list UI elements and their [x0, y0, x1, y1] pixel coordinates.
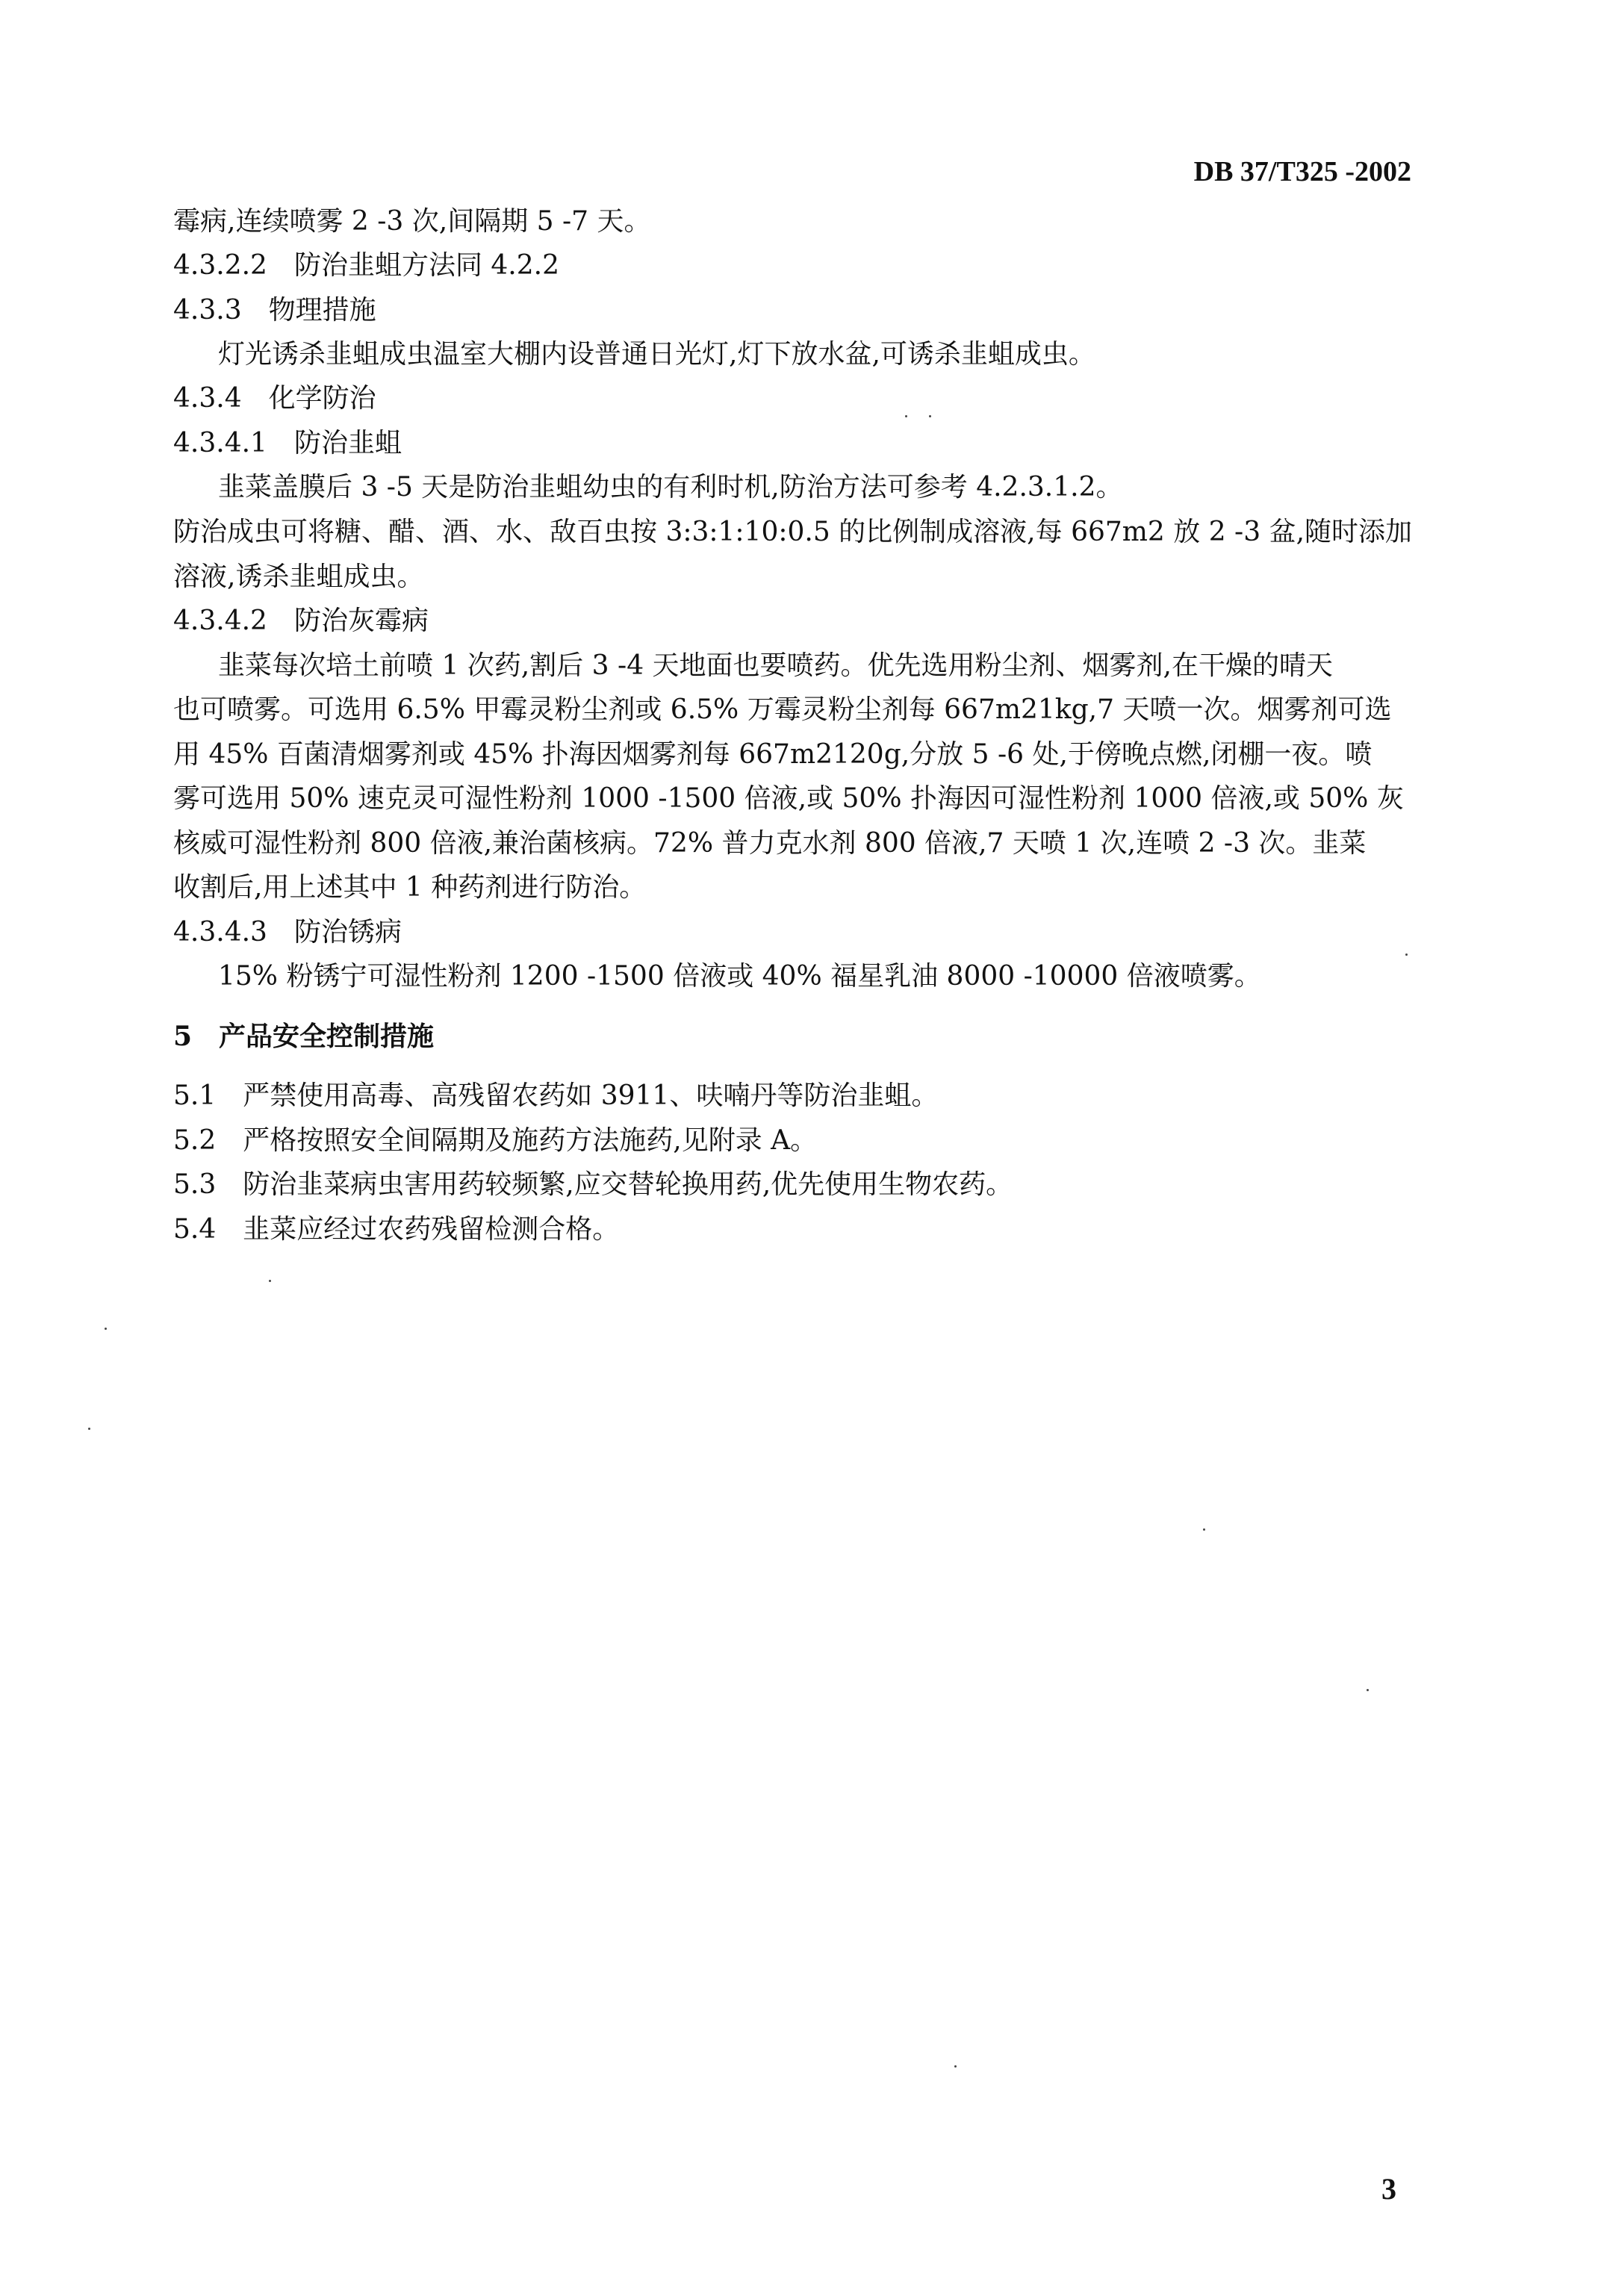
- scan-speck: [88, 1428, 90, 1430]
- list-item: 5.4 韭菜应经过农药残留检测合格。: [173, 1214, 620, 1245]
- scan-speck: [954, 2065, 957, 2068]
- scan-speck: [1203, 1528, 1205, 1531]
- scan-speck: [905, 415, 907, 417]
- scan-speck: [1367, 1689, 1369, 1691]
- text-line: 霉病,连续喷雾 2 -3 次,间隔期 5 -7 天。: [173, 206, 651, 237]
- text-line: 韭菜盖膜后 3 -5 天是防治韭蛆幼虫的有利时机,防治方法可参考 4.2.3.1.2。: [218, 472, 1123, 503]
- text-line: 溶液,诱杀韭蛆成虫。: [173, 561, 424, 592]
- list-item: 5.2 严格按照安全间隔期及施药方法施药,见附录 A。: [173, 1125, 818, 1156]
- scan-speck: [1405, 953, 1408, 956]
- scan-speck: [105, 1328, 107, 1330]
- section-heading: 4.3.4 化学防治: [173, 383, 376, 414]
- list-item: 5.1 严禁使用高毒、高残留农药如 3911、呋喃丹等防治韭蛆。: [173, 1080, 939, 1111]
- text-line: 4.3.2.2 防治韭蛆方法同 4.2.2: [173, 250, 559, 281]
- list-item: 5.3 防治韭菜病虫害用药较频繁,应交替轮换用药,优先使用生物农药。: [173, 1169, 1013, 1200]
- text-line: 核威可湿性粉剂 800 倍液,兼治菌核病。72% 普力克水剂 800 倍液,7 天喷 1 次,连喷 2 -3 次。韭菜: [173, 828, 1367, 859]
- scan-speck: [269, 1280, 271, 1282]
- section-heading: 4.3.4.2 防治灰霉病: [173, 606, 429, 636]
- text-line: 韭菜每次培土前喷 1 次药,割后 3 -4 天地面也要喷药。优先选用粉尘剂、烟雾剂,在干燥的晴天: [218, 650, 1333, 681]
- section-heading: 4.3.4.1 防治韭蛆: [173, 428, 402, 458]
- text-line: 用 45% 百菌清烟雾剂或 45% 扑海因烟雾剂每 667m2120g,分放 5 -6 处,于傍晚点燃,闭棚一夜。喷: [173, 739, 1372, 770]
- text-line: 雾可选用 50% 速克灵可湿性粉剂 1000 -1500 倍液,或 50% 扑海因可湿性粉剂 1000 倍液,或 50% 灰: [173, 783, 1404, 814]
- section-heading: 4.3.3 物理措施: [173, 295, 376, 326]
- page-number: 3: [1381, 2172, 1396, 2206]
- text-line: 灯光诱杀韭蛆成虫温室大棚内设普通日光灯,灯下放水盆,可诱杀韭蛆成虫。: [218, 339, 1095, 370]
- section-heading: 4.3.4.3 防治锈病: [173, 917, 402, 948]
- document-code: DB 37/T325 -2002: [1193, 156, 1411, 187]
- text-line: 15% 粉锈宁可湿性粉剂 1200 -1500 倍液或 40% 福星乳油 8000 -10000 倍液喷雾。: [218, 961, 1261, 992]
- text-line: 也可喷雾。可选用 6.5% 甲霉灵粉尘剂或 6.5% 万霉灵粉尘剂每 667m21kg,7 天喷一次。烟雾剂可选: [173, 694, 1392, 725]
- scan-speck: [929, 415, 931, 417]
- text-line: 收割后,用上述其中 1 种药剂进行防治。: [173, 872, 647, 903]
- chapter-heading: 5 产品安全控制措施: [173, 1021, 435, 1052]
- text-line: 防治成虫可将糖、醋、酒、水、敌百虫按 3:3:1:10:0.5 的比例制成溶液,每 667m2 放 2 -3 盆,随时添加: [173, 517, 1413, 547]
